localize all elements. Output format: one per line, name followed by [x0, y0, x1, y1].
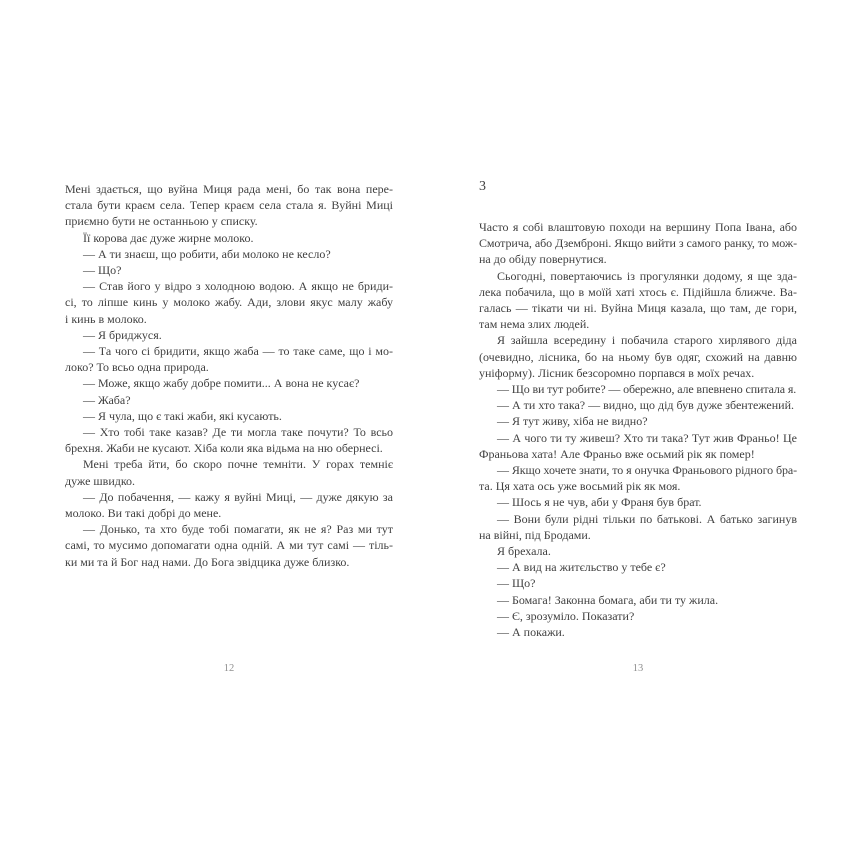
text-line: і кинь в молоко.	[65, 311, 147, 326]
paragraph	[479, 268, 797, 333]
text-line: — Що?	[83, 263, 122, 278]
text-line: — Шось я не чув, аби у Франя був брат.	[497, 495, 702, 510]
text-line: сі, то ліпше кинь у молоко жабу. Ади, злови якус малу жабу	[65, 295, 393, 310]
text-line: приємно бути не останньою у списку.	[65, 214, 258, 229]
paragraph	[479, 575, 797, 591]
text-line: самі, то мусимо допомагати одна одній. А ми тут самі — тіль-	[65, 538, 393, 553]
text-line: — Що?	[497, 576, 536, 591]
text-line: — Я тут живу, хіба не видно?	[497, 414, 648, 429]
text-line: (очевидно, лісника, бо на ньому був одяг, схожий на давню	[479, 349, 797, 364]
paragraph	[65, 489, 393, 521]
paragraph	[479, 397, 797, 413]
text-line: Мені треба йти, бо скоро почне темніти. У горах темніє	[83, 457, 393, 472]
paragraph	[65, 424, 393, 456]
text-line: — А покажи.	[497, 625, 565, 640]
text-line: уніформу). Лісник безсоромно порпався в моїх речах.	[479, 365, 755, 380]
text-line: — Донько, та хто буде тобі помагати, як не я? Раз ми тут	[83, 522, 393, 537]
text-line: Я зайшла всередину і побачила старого хирлявого діда	[497, 333, 797, 348]
paragraph	[479, 219, 797, 268]
text-line: галась — тікати чи ні. Вуйна Миця казала, що там, де гори,	[479, 301, 797, 316]
paragraph	[65, 327, 393, 343]
paragraph	[479, 462, 797, 494]
text-line: — Хто тобі таке казав? Де ти могла таке почути? То всьо	[83, 425, 393, 440]
paragraph	[479, 608, 797, 624]
paragraph	[65, 181, 393, 230]
paragraph	[65, 262, 393, 278]
paragraph	[479, 592, 797, 608]
text-line: ки ми та й Бог над нами. До Бога звідцика дуже близко.	[65, 554, 350, 569]
text-line: дуже швидко.	[65, 473, 136, 488]
text-line: Смотрича, або Дземброні. Якщо вийти з самого ранку, то мож-	[479, 236, 797, 251]
paragraph	[479, 559, 797, 575]
text-line: — Я бриджуся.	[83, 327, 162, 342]
text-line: — Якщо хочете знати, то я онучка Франьового рідного бра-	[497, 463, 797, 478]
paragraph	[65, 408, 393, 424]
text-line: лека побачила, що в моїй хаті хтось є. Підійшла ближче. Ва-	[479, 284, 797, 299]
text-line: — А чого ти ту живеш? Хто ти така? Тут жив Франьо! Це	[497, 430, 797, 445]
text-line: Мені здається, що вуйна Миця рада мені, бо так вона пере-	[65, 182, 393, 196]
paragraph	[479, 494, 797, 510]
text-line: Часто я собі влаштовую походи на вершину Попа Івана, або	[479, 220, 797, 234]
paragraph	[65, 278, 393, 327]
text-line: — Я чула, що є такі жаби, які кусають.	[83, 408, 282, 423]
text-line: — А ти знаєш, що робити, аби молоко не кесло?	[83, 246, 331, 261]
left-page-number: 12	[223, 663, 235, 674]
text-line: Її корова дає дуже жирне молоко.	[83, 230, 254, 245]
paragraph	[479, 430, 797, 462]
text-line: Сьогодні, повертаючись із прогулянки додому, я ще зда-	[497, 268, 797, 283]
text-line: на війні, під Бродами.	[479, 527, 591, 542]
chapter-number-heading: 3	[479, 179, 486, 194]
right-page-text-column	[479, 179, 797, 640]
paragraph	[65, 392, 393, 408]
paragraph	[479, 624, 797, 640]
paragraph	[65, 230, 393, 246]
text-line: та. Ця хата ось уже восьмий рік як моя.	[479, 479, 681, 494]
text-line: — Що ви тут робите? — обережно, але впевнено спитала я.	[497, 382, 797, 397]
paragraph	[65, 375, 393, 391]
text-line: молоко. Ви такі добрі до мене.	[65, 506, 222, 521]
text-line: — Вони були рідні тільки по батькові. А батько загинув	[497, 511, 797, 526]
text-line: — А ти хто така? — видно, що дід був дуже збентежений.	[497, 398, 794, 413]
paragraph	[65, 246, 393, 262]
text-line: на до обіду повернутися.	[479, 252, 607, 267]
text-line: там нема злих людей.	[479, 317, 590, 332]
text-line: — Може, якщо жабу добре помити... А вона не кусає?	[83, 376, 360, 391]
text-line: стала бути краєм села. Тепер краєм села стала я. Вуйні Миці	[65, 198, 393, 213]
text-line: Я брехала.	[497, 544, 551, 559]
paragraph	[479, 332, 797, 381]
paragraph	[479, 381, 797, 397]
text-line: — Та чого сі бридити, якщо жаба — то таке саме, що і мо-	[83, 344, 393, 359]
text-line: — Є, зрозуміло. Показати?	[497, 608, 635, 623]
text-line: — Став його у відро з холодною водою. А якщо не бриди-	[83, 279, 393, 294]
text-line: Франьова хата! Але Франьо вже осьмий рік як помер!	[479, 446, 755, 461]
text-line: — А вид на житєльство у тебе є?	[497, 560, 666, 575]
paragraph	[65, 521, 393, 570]
text-line: — До побачення, — кажу я вуйні Миці, — дуже дякую за	[83, 489, 393, 504]
text-line: локо? То всьо одна природа.	[65, 360, 209, 375]
paragraph	[479, 511, 797, 543]
paragraph	[65, 456, 393, 488]
text-line: брехня. Жаби не кусают. Хіба коли яка відьма на ню обернесі.	[65, 441, 383, 456]
text-line: — Жаба?	[83, 392, 131, 407]
paragraph	[479, 413, 797, 429]
left-page-text-column	[65, 181, 393, 570]
right-page-number: 13	[632, 663, 644, 674]
paragraph	[479, 543, 797, 559]
paragraph	[65, 343, 393, 375]
text-line: — Бомага! Законна бомага, аби ти ту жила.	[497, 592, 719, 607]
